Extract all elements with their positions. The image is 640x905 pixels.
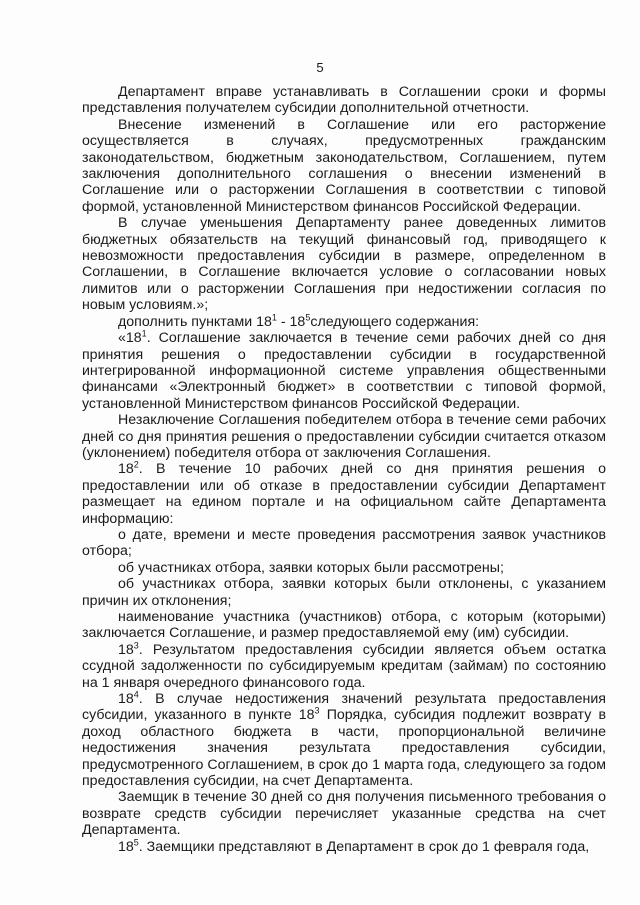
paragraph-item-18-3: $18^3$. Результатом предоставления субсидии является объем остатка ссудной задолженности по субсидируемым кредитам (займам) по состоянию на 1 января очередного финансового года. bbox=[82, 640, 606, 691]
paragraph-amendments: Внесение изменений в Соглашение или его расторжение осуществляется в случаях, предусмотренных гражданским законодательством, бюджетным законодательством, Соглашением, путем заключения дополнительного соглашения о внесении изменений в Соглашение или о расторжении Соглашения в соответствии с типовой формой, установленной Министерством финансов Российской Федерации. bbox=[82, 116, 606, 215]
document-body bbox=[82, 84, 606, 855]
paragraph-limits-reduction: В случае уменьшения Департаменту ранее доведенных лимитов бюджетных обязательств на текущий финансовый год, приводящего к невозможности предоставления субсидии в размере, определенном в Соглашении, в Соглашение включается условие о согласовании новых лимитов или о расторжении Соглашения при недостижении согласия по новым условиям.»; bbox=[82, 215, 606, 314]
paragraph-non-conclusion: Незаключение Соглашения победителем отбора в течение семи рабочих дней со дня принятия решения о предоставлении субсидии считается отказом (уклонением) победителя отбора от заключения Соглашения. bbox=[82, 412, 606, 461]
paragraph-reporting: Департамент вправе устанавливать в Соглашении сроки и формы представления получателем субсидии дополнительной отчетности. bbox=[82, 84, 606, 117]
list-item-date-time: о дате, времени и месте проведения рассмотрения заявок участников отбора; bbox=[82, 526, 606, 560]
paragraph-add-items: дополнить пунктами $18^1$ - $18^5следующего$ содержания: bbox=[118, 311, 480, 330]
paragraph-item-18-5: $18^5$. Заемщики представляют в Департамент в срок до 1 февраля года, bbox=[118, 836, 590, 855]
paragraph-borrower-return: Заемщик в течение 30 дней со дня получения письменного требования о возврате средств субсидии перечисляет указанные средства на счет Департамента. bbox=[82, 789, 606, 839]
paragraph-item-18-1: «$18^1$. Соглашение заключается в течение семи рабочих дней со дня принятия решения о предоставлении субсидии в государственной интегрированной информационной системе управления общественными финансами «Электронный бюджет» в соответствии с типовой формой, установленной Министерством финансов Российской Федерации. bbox=[82, 328, 606, 412]
list-item-winner: наименование участника (участников) отбора, с которым (которыми) заключается Соглашение, и размер предоставляемой ему (им) субсидии. bbox=[82, 609, 606, 642]
list-item-rejected: об участниках отбора, заявки которых были отклонены, с указанием причин их отклонения; bbox=[82, 576, 606, 609]
list-item-reviewed: об участниках отбора, заявки которых были рассмотрены; bbox=[118, 559, 504, 576]
paragraph-item-18-2: $18^2$. В течение 10 рабочих дней со дня принятия решения о предоставлении или об отказе в предоставлении субсидии Департамент размещает на едином портале и на официальном сайте Департамента информацию: bbox=[82, 459, 606, 527]
paragraph-item-18-4: $18^4$. В случае недостижения значений результата предоставления субсидии, указанного в пункте $18^3$ Порядка, субсидия подлежит возврату в доход областного бюджета в части, пропорциональной величине недостижения значения результата предоставления субсидии, предусмотренного Соглашением, в срок до 1 марта года, следующего за годом предоставления субсидии, на счет Департамента. bbox=[82, 689, 606, 790]
page-number: 5 bbox=[316, 60, 324, 75]
